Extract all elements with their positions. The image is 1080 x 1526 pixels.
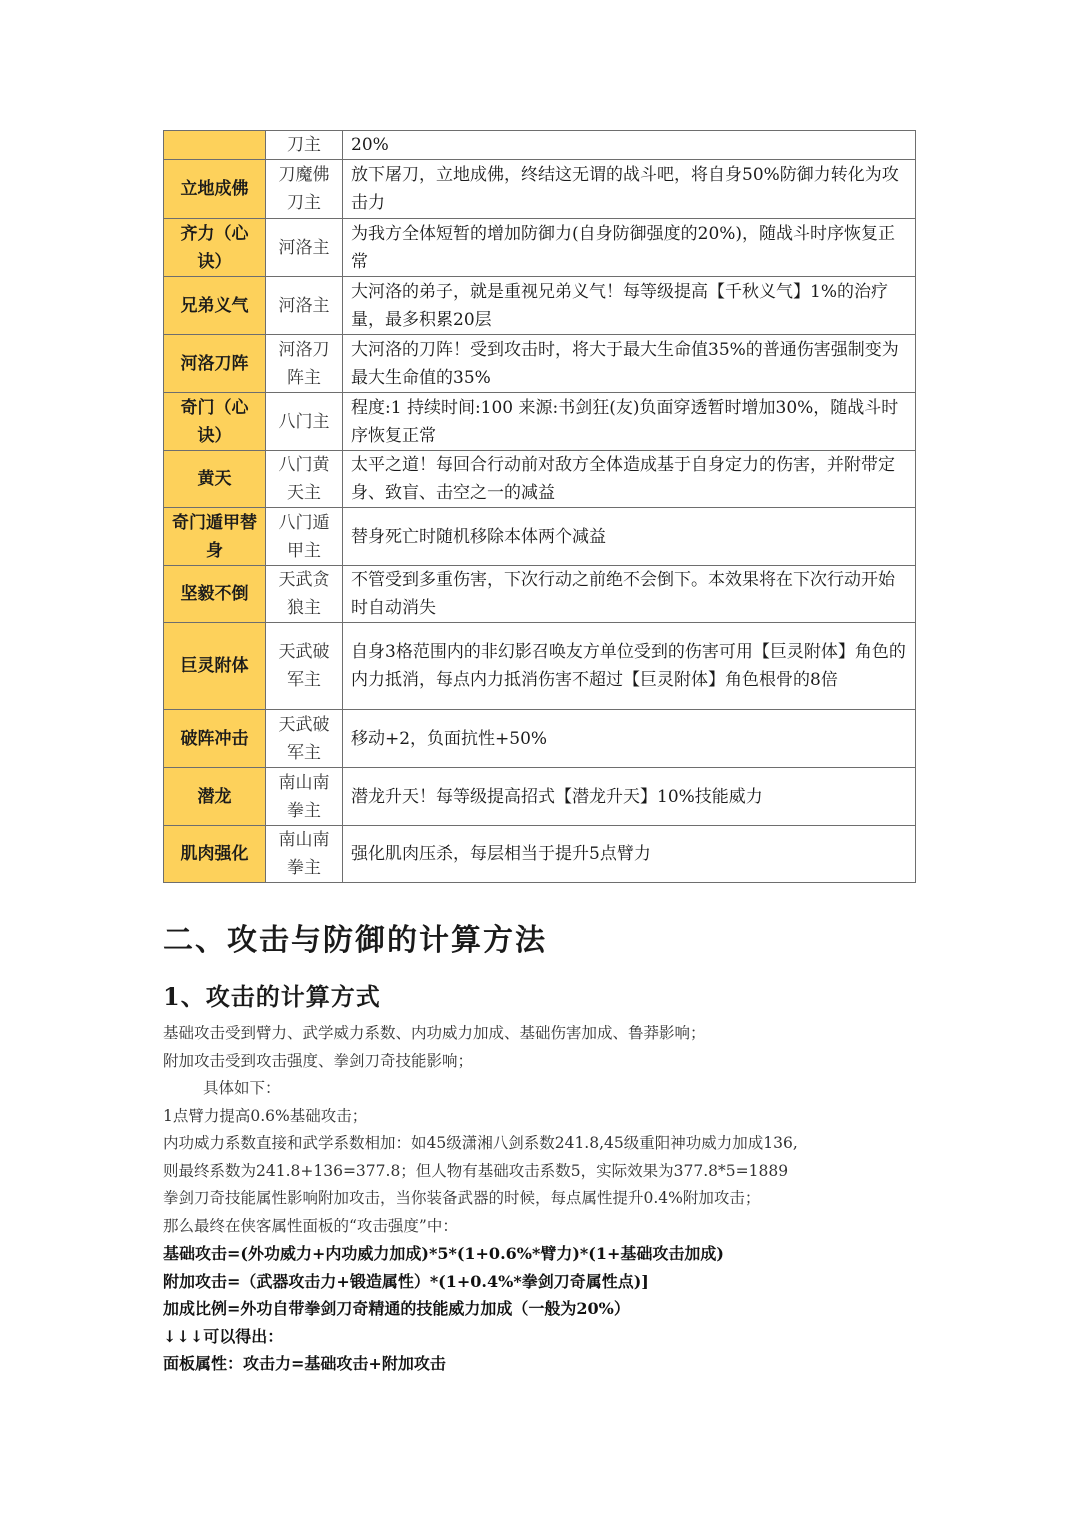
paragraph: 基础攻击受到臂力、武学威力系数、内功威力加成、基础伤害加成、鲁莽影响； bbox=[163, 1024, 706, 1042]
paragraph: 那么最终在侠客属性面板的“攻击强度”中： bbox=[163, 1216, 458, 1235]
table-row bbox=[164, 566, 916, 623]
subsection-title: 1、攻击的计算方式 bbox=[163, 982, 381, 1011]
skill-name: 肌肉强化 bbox=[164, 826, 266, 883]
table-row bbox=[164, 277, 916, 335]
table-row bbox=[164, 710, 916, 768]
paragraph: 内功威力系数直接和武学系数相加：如45级潇湘八剑系数241.8,45级重阳神功威力加成136, bbox=[163, 1134, 798, 1152]
table-row bbox=[164, 768, 916, 826]
formula-base-attack: 基础攻击=(外功威力+内功威力加成)*5*(1+0.6%*臂力)*(1+基础攻击加成) bbox=[163, 1244, 724, 1263]
skill-desc: 20% bbox=[343, 131, 916, 160]
skill-desc: 大河洛的刀阵！受到攻击时，将大于最大生命值35%的普通伤害强制变为最大生命值的35% bbox=[343, 335, 916, 393]
table-row bbox=[164, 131, 916, 160]
skill-source: 八门主 bbox=[266, 393, 343, 451]
skill-name: 坚毅不倒 bbox=[164, 566, 266, 623]
skill-name: 兄弟义气 bbox=[164, 277, 266, 335]
skill-source: 天武破军主 bbox=[266, 710, 343, 768]
skill-source: 河洛刀阵主 bbox=[266, 335, 343, 393]
skill-name: 黄天 bbox=[164, 451, 266, 508]
skill-desc: 强化肌肉压杀，每层相当于提升5点臂力 bbox=[343, 826, 916, 883]
skill-name: 齐力（心诀） bbox=[164, 219, 266, 277]
table-row bbox=[164, 623, 916, 710]
paragraph: 附加攻击受到攻击强度、拳剑刀奇技能影响； bbox=[163, 1051, 474, 1070]
skills-table bbox=[163, 130, 916, 883]
skill-source: 刀主 bbox=[266, 131, 343, 160]
formula-extra-attack: 附加攻击=（武器攻击力+锻造属性）*(1+0.4%*拳剑刀奇属性点)] bbox=[163, 1271, 649, 1291]
formula-bonus-ratio: 加成比例=外功自带拳剑刀奇精通的技能威力加成（一般为20%） bbox=[163, 1299, 630, 1318]
skill-desc: 程度:1 持续时间:100 来源:书剑狂(友)负面穿透暂时增加30%，随战斗时序恢复正常 bbox=[343, 393, 916, 451]
skill-desc: 移动+2，负面抗性+50% bbox=[343, 710, 916, 768]
table-row bbox=[164, 393, 916, 451]
formula-panel-attack: 面板属性：攻击力=基础攻击+附加攻击 bbox=[163, 1354, 446, 1373]
formula-conclusion: ↓↓↓可以得出： bbox=[163, 1326, 284, 1346]
skill-desc: 潜龙升天！每等级提高招式【潜龙升天】10%技能威力 bbox=[343, 768, 916, 826]
skill-name: 潜龙 bbox=[164, 768, 266, 826]
paragraph: 则最终系数为241.8+136=377.8；但人物有基础攻击系数5，实际效果为377.8*5=1889 bbox=[163, 1161, 789, 1180]
paragraph: 具体如下： bbox=[203, 1079, 281, 1097]
body-text bbox=[163, 1020, 933, 1378]
skill-desc: 不管受到多重伤害，下次行动之前绝不会倒下。本效果将在下次行动开始时自动消失 bbox=[343, 566, 916, 623]
table-row bbox=[164, 219, 916, 277]
skill-source: 南山南拳主 bbox=[266, 826, 343, 883]
skill-name: 河洛刀阵 bbox=[164, 335, 266, 393]
skill-desc: 放下屠刀，立地成佛，终结这无谓的战斗吧，将自身50%防御力转化为攻击力 bbox=[343, 160, 916, 219]
section-title: 二、攻击与防御的计算方法 bbox=[163, 923, 547, 958]
skill-name: 立地成佛 bbox=[164, 160, 266, 219]
skill-name bbox=[164, 131, 266, 160]
skill-desc: 替身死亡时随机移除本体两个减益 bbox=[343, 508, 916, 566]
skill-desc: 太平之道！每回合行动前对敌方全体造成基于自身定力的伤害，并附带定身、致盲、击空之一的减益 bbox=[343, 451, 916, 508]
skill-source: 河洛主 bbox=[266, 277, 343, 335]
skill-desc: 自身3格范围内的非幻影召唤友方单位受到的伤害可用【巨灵附体】角色的内力抵消，每点内力抵消伤害不超过【巨灵附体】角色根骨的8倍 bbox=[343, 623, 916, 710]
skill-desc: 大河洛的弟子，就是重视兄弟义气！每等级提高【千秋义气】1%的治疗量，最多积累20层 bbox=[343, 277, 916, 335]
paragraph: 拳剑刀奇技能属性影响附加攻击，当你装备武器的时候，每点属性提升0.4%附加攻击； bbox=[163, 1189, 761, 1207]
table-row bbox=[164, 335, 916, 393]
skill-source: 南山南拳主 bbox=[266, 768, 343, 826]
table-row bbox=[164, 160, 916, 219]
skill-name: 奇门遁甲替身 bbox=[164, 508, 266, 566]
table-row bbox=[164, 451, 916, 508]
skill-desc: 为我方全体短暂的增加防御力(自身防御强度的20%)，随战斗时序恢复正常 bbox=[343, 219, 916, 277]
skill-source: 天武贪狼主 bbox=[266, 566, 343, 623]
skill-source: 天武破军主 bbox=[266, 623, 343, 710]
table-row bbox=[164, 826, 916, 883]
skill-name: 破阵冲击 bbox=[164, 710, 266, 768]
skill-name: 巨灵附体 bbox=[164, 623, 266, 710]
skill-source: 八门黄天主 bbox=[266, 451, 343, 508]
table-row bbox=[164, 508, 916, 566]
skill-source: 刀魔佛刀主 bbox=[266, 160, 343, 219]
paragraph: 1点臂力提高0.6%基础攻击； bbox=[163, 1106, 368, 1125]
skill-name: 奇门（心诀） bbox=[164, 393, 266, 451]
skill-source: 八门遁甲主 bbox=[266, 508, 343, 566]
skill-source: 河洛主 bbox=[266, 219, 343, 277]
